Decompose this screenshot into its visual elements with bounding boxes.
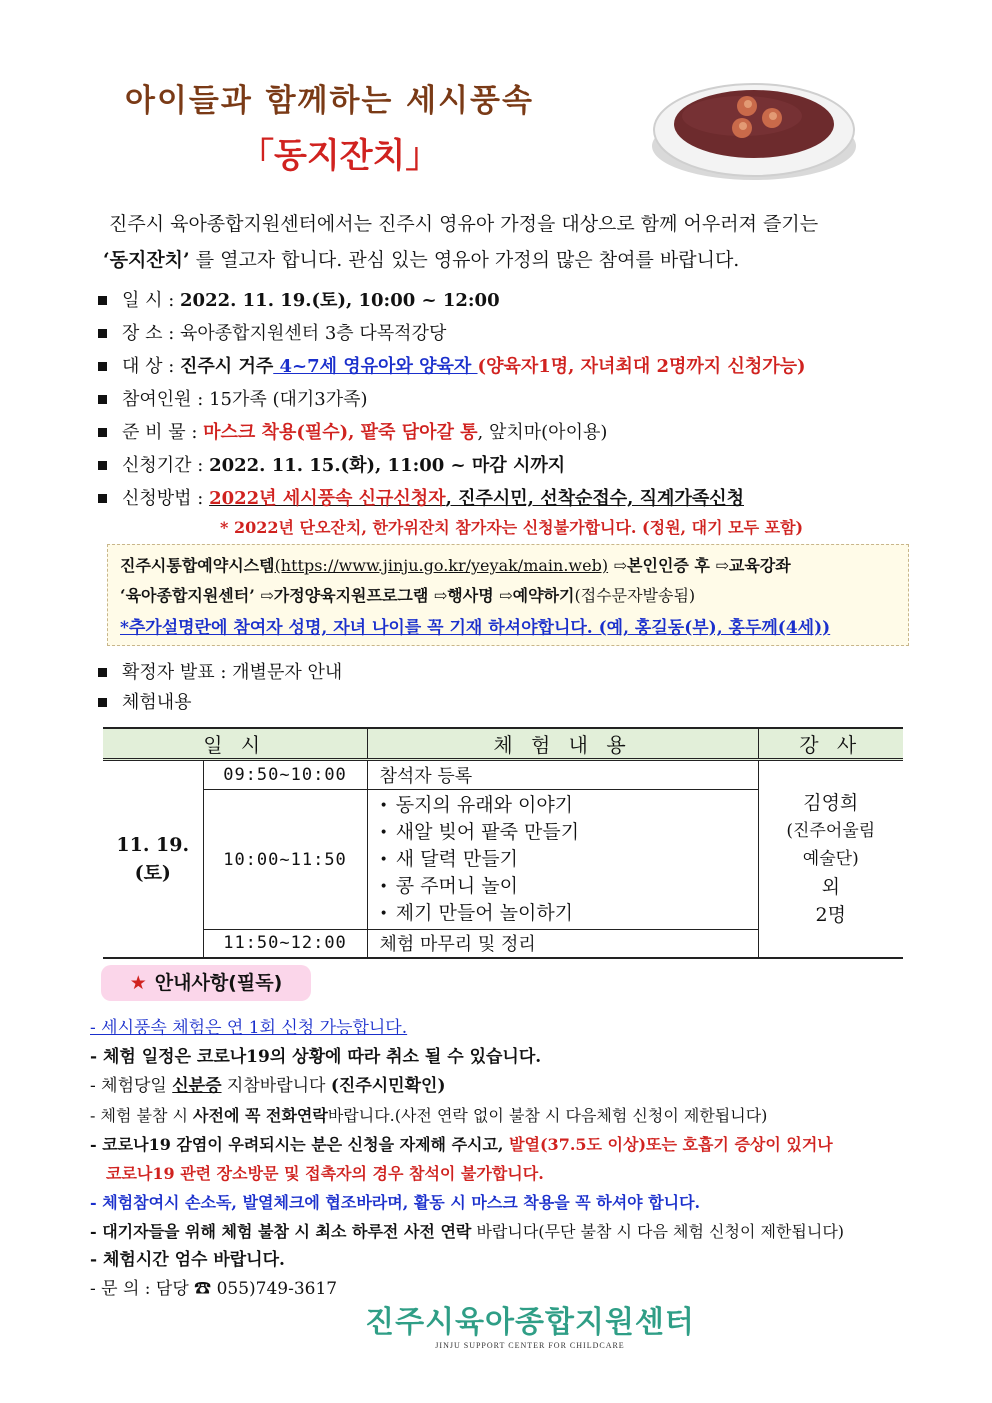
center-logo xyxy=(365,1305,695,1355)
booking-line-3: *추가설명란에 참여자 성명, 자녀 나이를 꼭 기재 하셔야합니다. (예, 홍길동(부), 홍두께(4세)) xyxy=(120,618,831,638)
schedule-date-cell xyxy=(103,760,203,958)
info-target-label: 대 상 : xyxy=(122,356,181,377)
list-item: • 콩 주머니 놀이 xyxy=(380,873,758,900)
extra-info-list xyxy=(95,658,342,718)
notice-text: 바랍니다(무단 불참 시 다음 체험 신청이 제한됩니다) xyxy=(471,1222,845,1241)
info-date-label: 일 시 : xyxy=(122,290,181,311)
square-bullet-icon xyxy=(98,329,107,338)
notice-heading-label: 안내사항(필독) xyxy=(154,972,283,994)
teacher-extra: 외 xyxy=(821,875,840,898)
notice-heading xyxy=(101,965,311,1001)
info-place-label: 장 소 : xyxy=(122,323,181,344)
header-datetime: 일 시 xyxy=(103,728,367,760)
time-cell: 11:50~12:00 xyxy=(203,930,367,958)
info-prep-required: 마스크 착용(필수), 팥죽 담아갈 통 xyxy=(203,422,478,443)
announce-text: 확정자 발표 : 개별문자 안내 xyxy=(122,662,343,683)
info-date xyxy=(95,284,925,317)
booking-url-link[interactable]: (https://www.jinju.go.kr/yeyak/main.web) xyxy=(274,556,609,575)
notice-item: 코로나19 관련 장소방문 및 접촉자의 경우 참석이 불가합니다. xyxy=(106,1164,544,1183)
content-cell xyxy=(367,790,758,930)
square-bullet-icon xyxy=(98,698,107,707)
notice-text: 지참바랍니다 xyxy=(221,1076,331,1096)
teacher-org-1: (진주어울림 xyxy=(786,820,876,841)
notice-text: 발열(37.5도 이상)또는 호흡기 증상이 있거나 xyxy=(509,1135,833,1154)
logo-text: 진주시육아종합지원센터 xyxy=(365,1305,695,1340)
notice-item: - 문 의 : 담당 ☎ 055)749-3617 xyxy=(90,1279,338,1299)
logo-subtitle: JINJU SUPPORT CENTER FOR CHILDCARE xyxy=(435,1341,625,1350)
info-method-new: 2022년 세시풍속 신규신청자 xyxy=(209,488,446,509)
notice-item xyxy=(90,1217,950,1246)
list-item: • 제기 만들어 놀이하기 xyxy=(380,900,758,927)
info-period-value: 2022. 11. 15.(화), 11:00 ~ 마감 시까지 xyxy=(209,455,566,476)
square-bullet-icon xyxy=(98,428,107,437)
method-note: * 2022년 단오잔치, 한가위잔치 참가자는 신청불가합니다. (정원, 대기 모두 포함) xyxy=(220,518,804,537)
schedule-table xyxy=(103,727,903,959)
square-bullet-icon xyxy=(98,395,107,404)
square-bullet-icon xyxy=(98,296,107,305)
notice-text: - 대기자들을 위해 체험 불참 시 최소 하루전 사전 연락 xyxy=(90,1222,472,1241)
info-target-limit: (양육자1명, 자녀최대 2명까지 신청가능) xyxy=(477,356,806,377)
square-bullet-icon xyxy=(98,494,107,503)
intro-line-2 xyxy=(103,242,903,278)
notice-text: 바랍니다.(사전 연락 없이 불참 시 다음체험 신청이 제한됩니다) xyxy=(327,1106,768,1125)
intro-line-2-rest: 를 열고자 합니다. 관심 있는 영유아 가정의 많은 참여를 바랍니다. xyxy=(189,249,740,271)
time-cell: 10:00~11:50 xyxy=(203,790,367,930)
notice-item: - 체험 일정은 코로나19의 상황에 따라 취소 될 수 있습니다. xyxy=(90,1047,542,1067)
schedule-day: (토) xyxy=(134,861,171,884)
header-teacher: 강 사 xyxy=(758,728,903,760)
info-target xyxy=(95,350,925,383)
content-cell: 참석자 등록 xyxy=(367,760,758,790)
square-bullet-icon xyxy=(98,461,107,470)
info-period-label: 신청기간 : xyxy=(122,455,210,476)
list-item: • 동지의 유래와 이야기 xyxy=(380,792,758,819)
booking-instructions-box xyxy=(107,544,909,646)
announce-item xyxy=(95,658,342,688)
info-date-value: 2022. 11. 19.(토), 10:00 ~ 12:00 xyxy=(180,290,500,311)
red-bean-porridge-photo xyxy=(642,64,862,184)
notice-list xyxy=(90,1014,950,1304)
booking-step-2: ‘육아종합지원센터’ ⇨가정양육지원프로그램 ⇨행사명 ⇨예약하기 xyxy=(120,586,575,605)
info-count-label: 참여인원 : xyxy=(122,389,210,410)
booking-step-1: ⇨본인인증 후 ⇨교육강좌 xyxy=(608,556,791,575)
table-row xyxy=(103,760,903,790)
booking-line-2 xyxy=(120,583,695,606)
content-label: 체험내용 xyxy=(122,692,192,713)
info-prep-label: 준 비 물 : xyxy=(122,422,204,443)
intro-line-1: 진주시 육아종합지원센터에서는 진주시 영유아 가정을 대상으로 함께 어우러져 즐기는 xyxy=(109,213,819,235)
info-prep xyxy=(95,416,925,449)
info-method-rest: , 진주시민, 선착순접수, 직계가족신청 xyxy=(445,488,744,509)
notice-item: - 세시풍속 체험은 연 1회 신청 가능합니다. xyxy=(90,1018,408,1038)
notice-text: 사전에 꼭 전화연락 xyxy=(193,1106,328,1125)
activity-list xyxy=(380,790,758,929)
notice-id-card: 신분증 xyxy=(172,1076,222,1096)
header-content: 체 험 내 용 xyxy=(367,728,758,760)
info-place-value: 육아종합지원센터 3층 다목적강당 xyxy=(180,323,447,344)
intro-event-name: ‘동지잔치’ xyxy=(103,249,190,271)
square-bullet-icon xyxy=(98,362,107,371)
booking-line-1 xyxy=(120,553,791,576)
notice-text: - 체험당일 xyxy=(90,1076,173,1096)
time-cell: 09:50~10:00 xyxy=(203,760,367,790)
info-target-age: 4~7세 영유아와 양육자 xyxy=(273,356,478,377)
booking-step-note: (접수문자발송됨) xyxy=(574,586,696,605)
info-count xyxy=(95,383,925,416)
content-cell: 체험 마무리 및 정리 xyxy=(367,930,758,958)
star-icon: ★ xyxy=(129,972,147,994)
teacher-cell xyxy=(758,760,903,958)
booking-system-name: 진주시통합예약시스템 xyxy=(120,556,275,575)
page-title: 아이들과 함께하는 세시풍속 xyxy=(125,83,534,119)
notice-item xyxy=(90,1072,950,1101)
list-item: • 새 달력 만들기 xyxy=(380,846,758,873)
intro-text xyxy=(103,206,903,278)
info-place xyxy=(95,317,925,350)
notice-item xyxy=(90,1130,950,1159)
notice-item xyxy=(90,1101,950,1130)
list-item: • 새알 빚어 팥죽 만들기 xyxy=(380,819,758,846)
info-target-residence: 진주시 거주 xyxy=(180,356,274,377)
info-prep-extra: , 앞치마(아이용) xyxy=(477,422,608,443)
notice-item: - 체험시간 엄수 바랍니다. xyxy=(90,1250,285,1270)
notice-text: (진주시민확인) xyxy=(330,1076,446,1096)
square-bullet-icon xyxy=(98,668,107,677)
notice-item: - 체험참여시 손소독, 발열체크에 협조바라며, 활동 시 마스크 착용을 꼭 하셔야 합니다. xyxy=(90,1193,701,1212)
info-method xyxy=(95,482,925,515)
teacher-org-2: 예술단) xyxy=(802,848,859,869)
event-info-list xyxy=(95,284,925,515)
info-method-label: 신청방법 : xyxy=(122,488,210,509)
info-count-value: 15가족 (대기3가족) xyxy=(209,389,368,410)
teacher-count: 2명 xyxy=(815,903,846,926)
teacher-name: 김영희 xyxy=(803,791,859,814)
content-item xyxy=(95,688,342,718)
notice-text: - 체험 불참 시 xyxy=(90,1106,194,1125)
event-name: 「동지잔치」 xyxy=(240,136,440,176)
schedule-date: 11. 19. xyxy=(116,833,190,856)
table-header-row xyxy=(103,728,903,760)
notice-text: - 코로나19 감염이 우려되시는 분은 신청을 자제해 주시고, xyxy=(90,1135,510,1154)
info-period xyxy=(95,449,925,482)
